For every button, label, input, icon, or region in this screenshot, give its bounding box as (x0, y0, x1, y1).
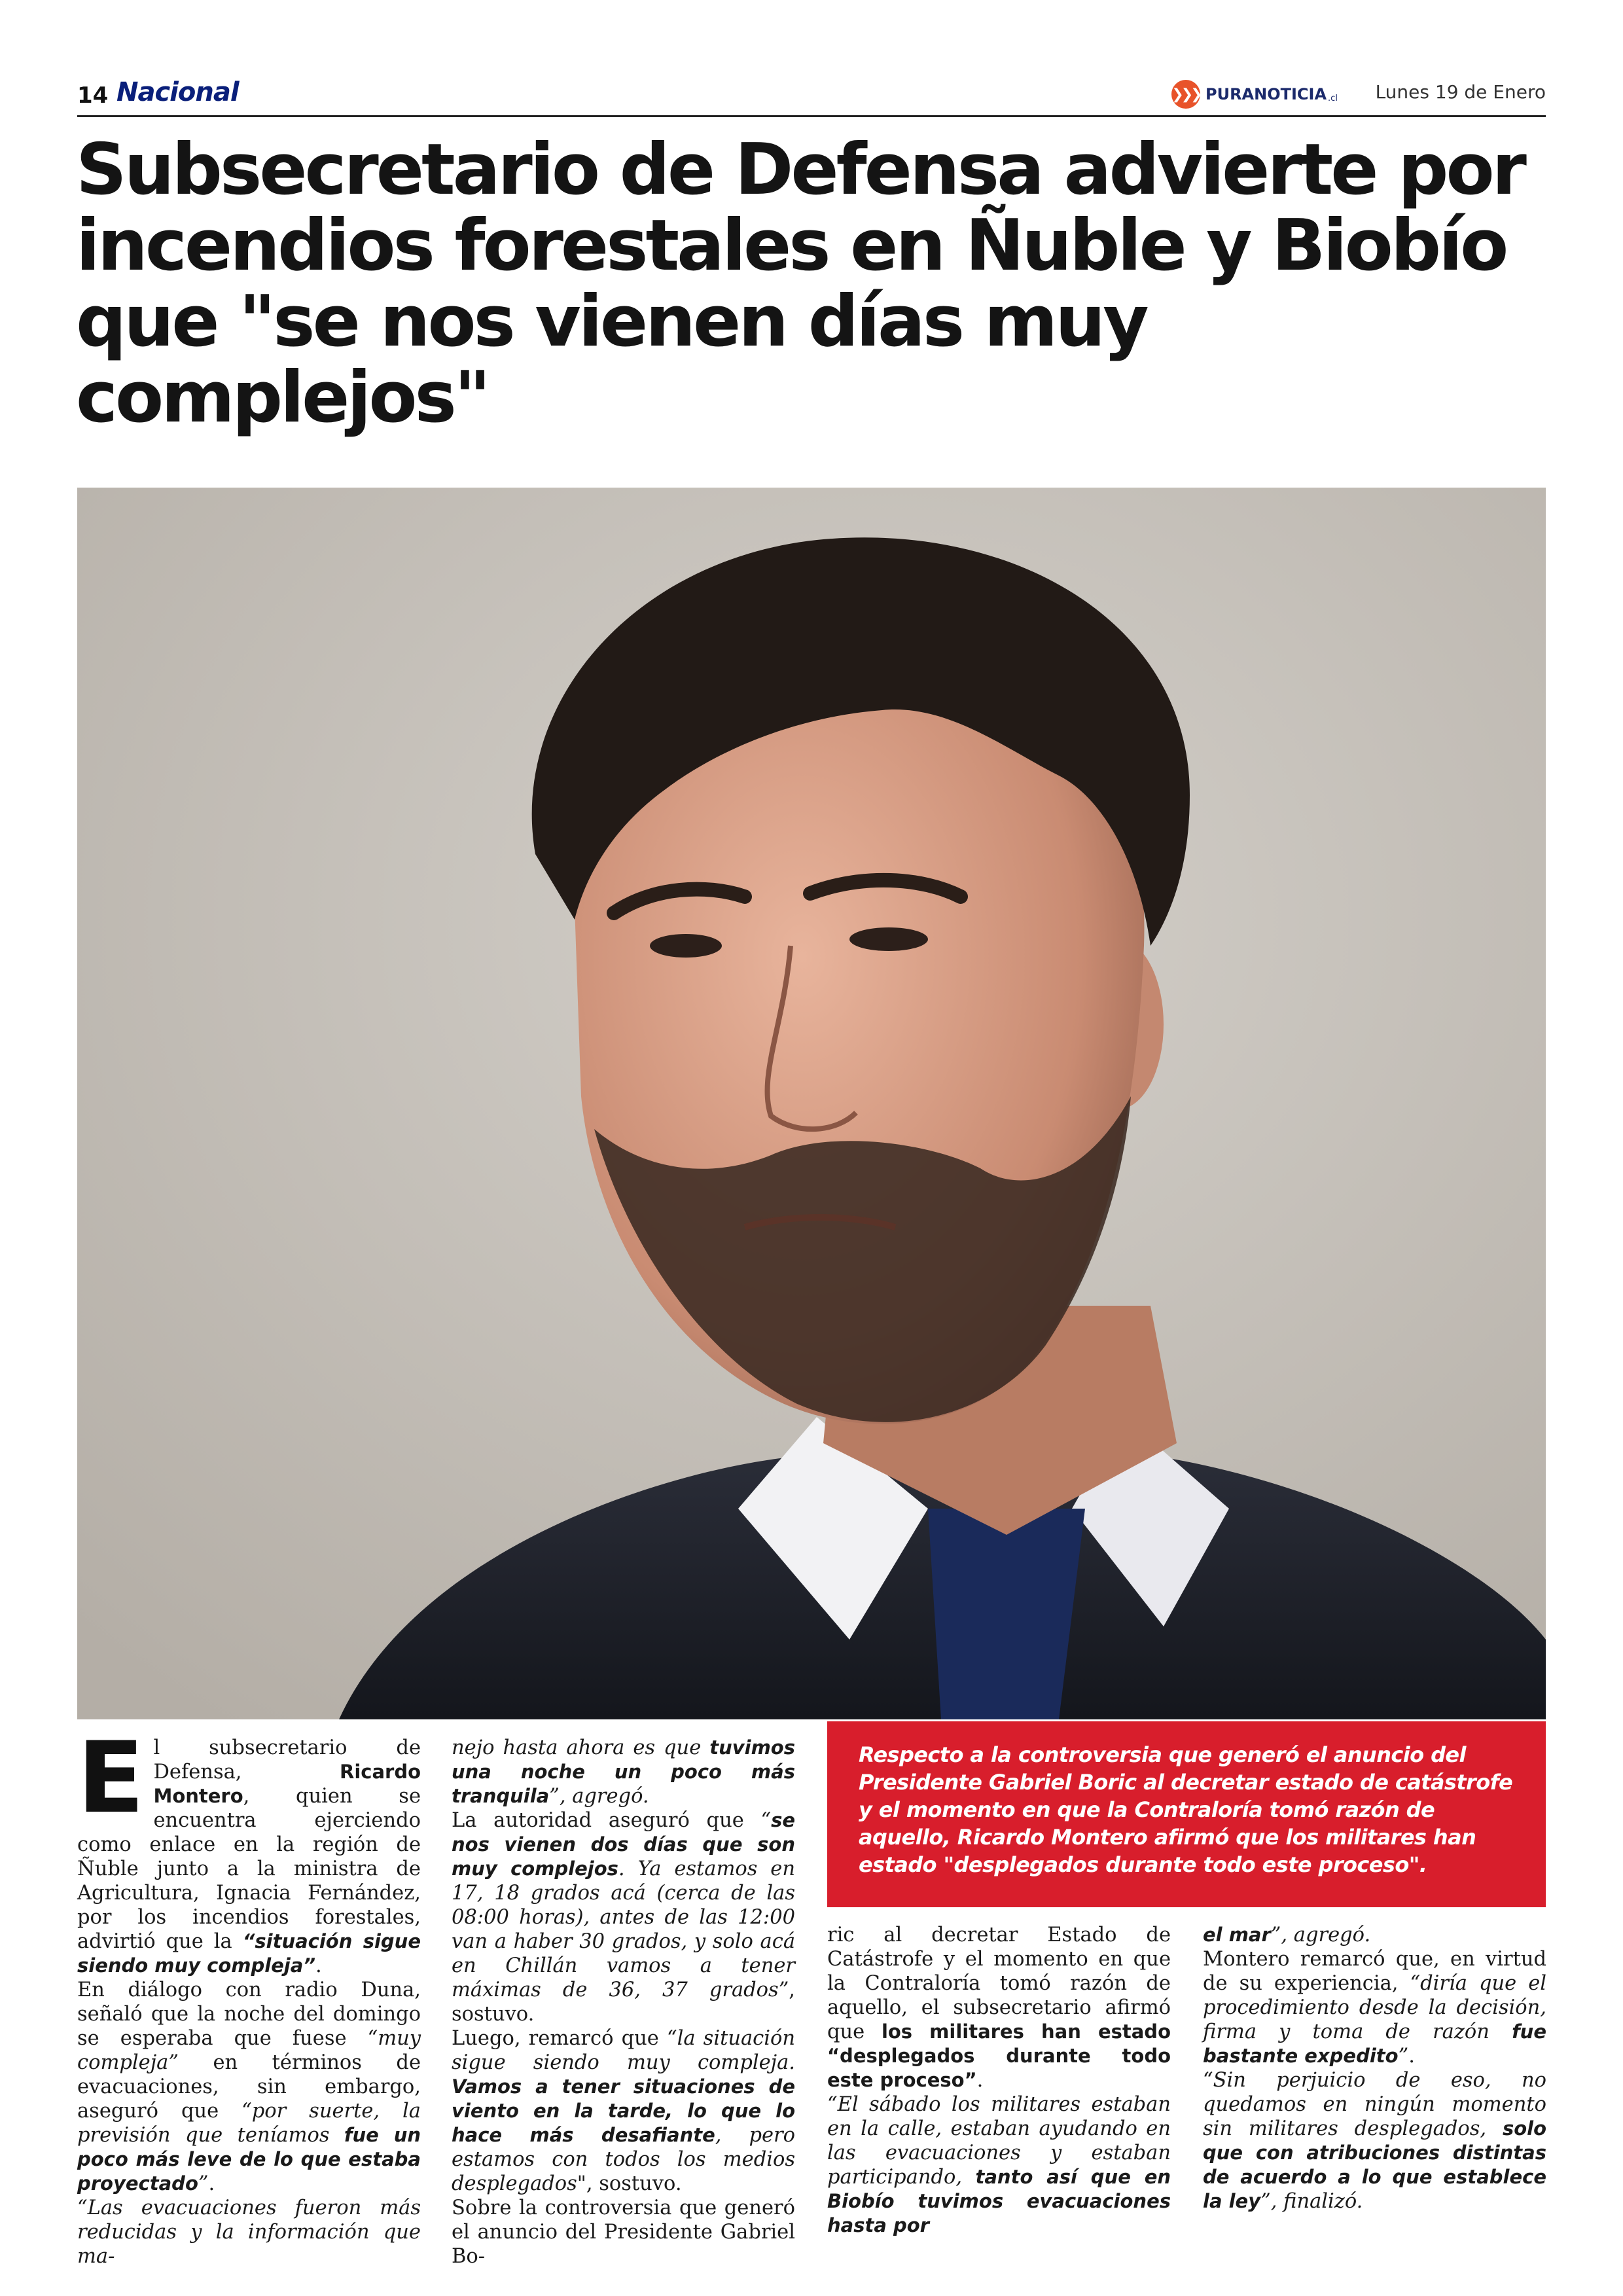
article-paragraph: “Sin perjuicio de eso, no quedamos en ningún momento sin militares desplegados, solo que con atribuciones distintas de acuerdo a lo que establece la ley”, finalizó. (1203, 2069, 1546, 2213)
article-paragraph: “Las evacuaciones fueron más reducidas y la información que ma- (77, 2197, 421, 2268)
brand-suffix: .cl (1328, 93, 1338, 103)
brand-name: PURANOTICIA (1205, 85, 1327, 103)
page-header (77, 77, 1546, 118)
article-headline: Subsecretario de Defensa advierte por incendios forestales en Ñuble y Biobío que "se nos vienen días muy complejos" (76, 129, 1524, 439)
article-column-4 (1203, 1923, 1546, 2214)
article-paragraph: nejo hasta ahora es que tuvimos una noche un poco más tranquila”, agregó. (452, 1736, 795, 1808)
article-paragraph: el mar”, agregó. (1203, 1924, 1371, 1946)
portrait-illustration (77, 488, 1546, 1719)
article-paragraph: En diálogo con radio Duna, señaló que la noche del domingo se esperaba que fuese “muy compleja” en términos de evacuaciones, sin embargo, aseguró que “por suerte, la previsión que teníamos fue un poco más leve de lo que estaba proyectado”. (77, 1979, 421, 2195)
article-column-2 (452, 1736, 795, 2269)
issue-date: Lunes 19 de Enero (1375, 81, 1546, 103)
article-paragraph: La autoridad aseguró que “se nos vienen dos días que son muy complejos. Ya estamos en 17, 18 grados acá (cerca de las 08:00 horas), antes de las 12:00 van a haber 30 grados, y solo acá en Chillán vamos a tener máximas de 36, 37 grados”, sostuvo. (452, 1809, 795, 2026)
article-paragraph: ric al decretar Estado de Catástrofe y el momento en que la Contraloría tomó razón de aquello, el subsecretario afirmó que los militares han estado “desplegados durante todo este proceso”. (827, 1924, 1171, 2092)
chevrons-icon: ❯❯❯ (1171, 80, 1200, 109)
article-paragraph: Luego, remarcó que “la situación sigue siendo muy compleja. Vamos a tener situaciones de viento en la tarde, lo que lo hace más desafiante, pero estamos con todos los medios desplegados", sostuvo. (452, 2027, 796, 2195)
article-column-3 (827, 1923, 1171, 2238)
header-divider (77, 115, 1546, 117)
pull-quote-text: Respecto a la controversia que generó el anuncio del Presidente Gabriel Boric al decretar estado de catástrofe y el momento en que la Contraloría tomó razón de aquello, Ricardo Montero afirmó que los militares han estado "desplegados durante todo este proceso". (859, 1742, 1513, 1877)
pull-quote-box (827, 1721, 1546, 1907)
brand-logo (1171, 80, 1338, 109)
article-paragraph: Montero remarcó que, en virtud de su experiencia, “diría que el procedimiento desde la decisión, firma y toma de razón fue bastante expedito”. (1203, 1948, 1546, 2068)
article-paragraph: l subsecretario de Defensa, Ricardo Montero, quien se encuentra ejerciendo como enlace en la región de Ñuble junto a la ministra de Agricultura, Ignacia Fernández, por los incendios forestales, advirtió que la “situación sigue siendo muy compleja”. (77, 1736, 421, 1977)
article-paragraph: Sobre la controversia que generó el anuncio del Presidente Gabriel Bo- (452, 2197, 795, 2268)
page-number: 14 (77, 82, 109, 109)
section-label: Nacional (116, 77, 239, 107)
article-photo (77, 488, 1546, 1719)
drop-cap: E (77, 1721, 145, 1835)
article-column-1 (77, 1721, 421, 2269)
article-paragraph: “El sábado los militares estaban en la calle, estaban ayudando en las evacuaciones y estaban participando, tanto así que en Biobío tuvimos evacuaciones hasta por (827, 2093, 1171, 2236)
